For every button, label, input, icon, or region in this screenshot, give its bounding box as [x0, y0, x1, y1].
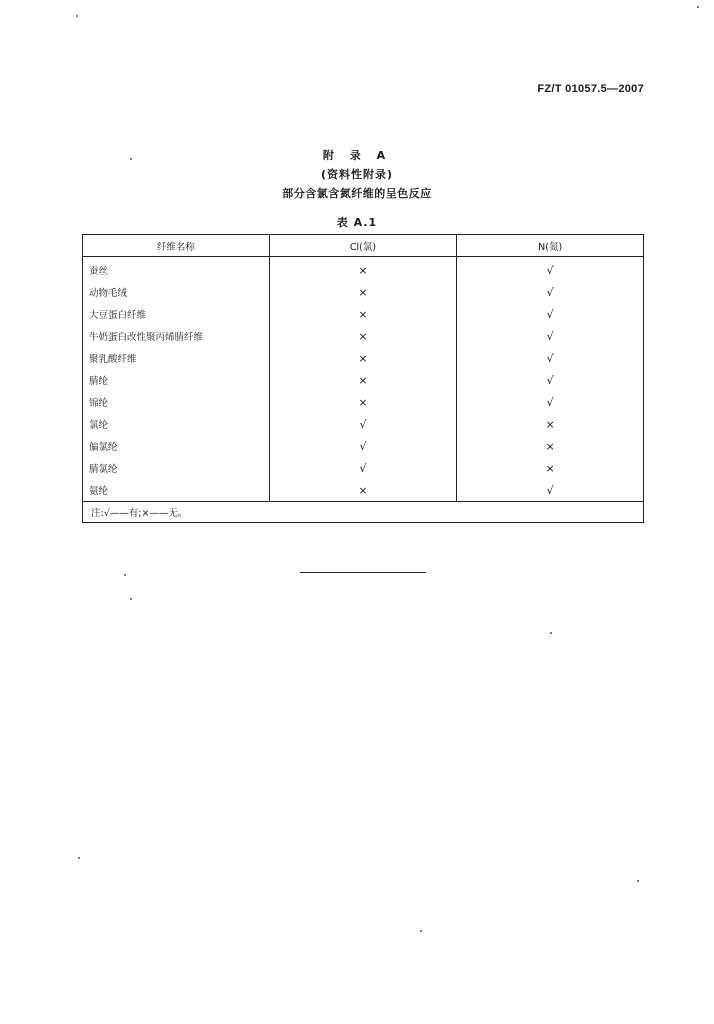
- nitrogen-cell: √: [457, 479, 644, 502]
- fiber-name-cell: 氯纶: [89, 420, 109, 431]
- scan-speck: [637, 880, 639, 882]
- chlorine-cell: √: [269, 457, 457, 479]
- fiber-name-cell: 偏氯纶: [89, 442, 118, 453]
- chlorine-cell: ×: [269, 325, 457, 347]
- table-row: [83, 413, 644, 435]
- scan-speck: [130, 158, 132, 160]
- nitrogen-cell: ×: [457, 435, 644, 457]
- header-nitrogen: N(氮): [457, 235, 644, 257]
- table-row: [83, 325, 644, 347]
- table-row: [83, 369, 644, 391]
- table-caption: 表 A.1: [336, 216, 378, 229]
- fiber-name-cell: 锦纶: [89, 398, 109, 409]
- fiber-name-cell: 腈纶: [89, 376, 109, 387]
- fiber-name-cell: 腈氯纶: [89, 464, 118, 475]
- chlorine-cell: ×: [269, 347, 457, 369]
- nitrogen-cell: √: [457, 391, 644, 413]
- annex-title: 附 录 A: [322, 149, 392, 162]
- scan-speck: [420, 930, 422, 932]
- table-row: [83, 257, 644, 282]
- annex-name: 部分含氯含氮纤维的呈色反应: [282, 187, 432, 200]
- nitrogen-cell: √: [457, 347, 644, 369]
- nitrogen-cell: √: [457, 257, 644, 282]
- annex-type: (资料性附录): [320, 168, 394, 181]
- table-row: [83, 303, 644, 325]
- scan-speck: [124, 574, 126, 576]
- fiber-name-cell: 聚乳酸纤维: [89, 354, 137, 365]
- table-row: [83, 479, 644, 502]
- table-note-row: [83, 502, 644, 523]
- chlorine-cell: ×: [269, 391, 457, 413]
- nitrogen-cell: √: [457, 281, 644, 303]
- chlorine-cell: ×: [269, 369, 457, 391]
- table-row: [83, 391, 644, 413]
- nitrogen-cell: √: [457, 369, 644, 391]
- fiber-name-cell: 蚕丝: [89, 266, 109, 277]
- header-chlorine: Cl(氯): [269, 235, 457, 257]
- standard-code: FZ/T 01057.5—2007: [537, 83, 644, 95]
- table-row: [83, 347, 644, 369]
- fiber-reaction-table: [82, 234, 644, 523]
- nitrogen-cell: √: [457, 303, 644, 325]
- scan-speck: [76, 15, 78, 17]
- chlorine-cell: √: [269, 413, 457, 435]
- chlorine-cell: √: [269, 435, 457, 457]
- table-header-row: [83, 235, 644, 257]
- scan-speck: [78, 857, 80, 859]
- nitrogen-cell: ×: [457, 413, 644, 435]
- header-fiber-name: 纤维名称: [83, 235, 270, 257]
- nitrogen-cell: ×: [457, 457, 644, 479]
- chlorine-cell: ×: [269, 257, 457, 282]
- fiber-name-cell: 动物毛绒: [89, 288, 128, 299]
- scan-speck: [550, 632, 552, 634]
- chlorine-cell: ×: [269, 479, 457, 502]
- fiber-name-cell: 大豆蛋白纤维: [89, 310, 147, 321]
- scan-speck: [697, 6, 699, 8]
- fiber-name-cell: 氨纶: [89, 486, 109, 497]
- scan-speck: [130, 598, 132, 600]
- end-rule: [300, 572, 426, 573]
- table-row: [83, 435, 644, 457]
- table-row: [83, 457, 644, 479]
- table-row: [83, 281, 644, 303]
- fiber-name-cell: 牛奶蛋白改性聚丙烯腈纤维: [89, 332, 204, 343]
- table-note: 注:√——有;×——无。: [83, 502, 644, 523]
- chlorine-cell: ×: [269, 281, 457, 303]
- chlorine-cell: ×: [269, 303, 457, 325]
- nitrogen-cell: √: [457, 325, 644, 347]
